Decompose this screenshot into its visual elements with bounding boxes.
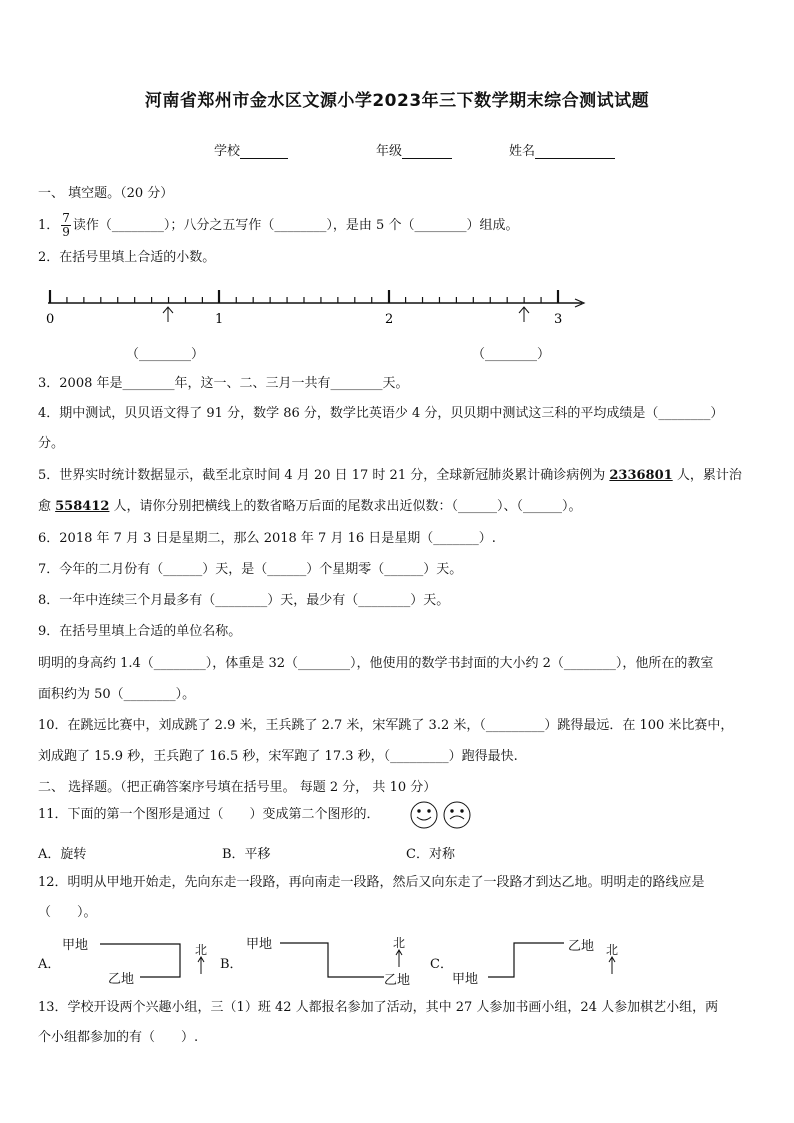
name-label: 姓名 (509, 144, 536, 159)
tick-label-2: 2 (385, 312, 394, 327)
route-b-start: 甲地 (246, 937, 273, 952)
north-arrow-c-icon (607, 956, 617, 976)
route-b-end: 乙地 (384, 973, 411, 988)
q12-option-a-label: A． (38, 957, 61, 972)
question-12-line-2: （ ）。 (38, 905, 97, 920)
north-label-b: 北 (393, 936, 406, 950)
route-a-path (100, 934, 180, 984)
tick-label-1: 1 (215, 312, 224, 327)
north-arrow-a-icon (196, 956, 206, 976)
number-line (0, 280, 794, 360)
route-a-end: 乙地 (108, 972, 135, 987)
north-label-c: 北 (606, 943, 619, 957)
case-count: 2336801 (609, 468, 673, 483)
question-10-line-1: 10．在跳远比赛中，刘成跳了 2.9 米，王兵跳了 2.7 米，宋军跳了 3.2 米，（_________）跳得最远．在 100 米比赛中， (38, 718, 734, 733)
school-blank (240, 144, 288, 159)
q12-option-c-label: C． (430, 957, 453, 972)
question-13-line-2: 个小组都参加的有（ ）. (38, 1030, 199, 1045)
question-5-line-1: 5．世界实时统计数据显示，截至北京时间 4 月 20 日 17 时 21 分，全球新冠肺炎累计确诊病例为 2336801 人，累计治 (38, 468, 742, 483)
page-title: 河南省郑州市金水区文源小学2023年三下数学期末综合测试试题 (144, 91, 650, 111)
name-blank (535, 144, 615, 159)
question-12-line-1: 12．明明从甲地开始走，先向东走一段路，再向南走一段路，然后又向东走了一段路才到达乙地。明明走的路线应是 (38, 875, 705, 890)
school-field (214, 140, 288, 159)
q11-option-a: A．旋转 (38, 847, 87, 862)
question-7: 7．今年的二月份有（______）天，是（______）个星期零（______）天。 (38, 562, 463, 577)
section-fill-blank: 一、 填空题。（20 分） (38, 186, 174, 201)
tick-label-3: 3 (554, 312, 563, 327)
grade-label: 年级 (376, 144, 403, 159)
numberline-blank-1: （________） (126, 347, 205, 362)
question-9-line-2: 面积约为 50（________）。 (38, 687, 196, 702)
tick-label-0: 0 (46, 312, 55, 327)
grade-field (376, 140, 452, 159)
route-c-end: 乙地 (568, 939, 595, 954)
fraction: $\frac{7}{9}$ (62, 211, 70, 239)
q12-option-b-label: B． (220, 957, 243, 972)
question-1: 1． $\frac{7}{9}$ 读作（________）；八分之五写作（________），是由 5 个（________）组成。 (38, 211, 519, 239)
question-4-line-2: 分。 (38, 436, 65, 451)
recovered-count: 558412 (55, 499, 110, 514)
route-c-start: 甲地 (452, 972, 479, 987)
section-choice: 二、 选择题。（把正确答案序号填在括号里。 每题 2 分， 共 10 分） (38, 780, 437, 795)
north-arrow-b-icon (394, 949, 404, 969)
question-9-line-1: 明明的身高约 1.4（________），体重是 32（________），他使用的数学书封面的大小约 2（________），他所在的教室 (38, 656, 714, 671)
north-label-a: 北 (195, 943, 208, 957)
name-field (509, 140, 615, 159)
question-2: 2．在括号里填上合适的小数。 (38, 250, 216, 265)
question-10-line-2: 刘成跑了 15.9 秒，王兵跑了 16.5 秒，宋军跑了 17.3 秒，（_________）跑得最快. (38, 749, 518, 764)
route-a-start: 甲地 (62, 938, 89, 953)
smiley-faces-figure (408, 800, 478, 830)
q11-option-c: C．对称 (406, 847, 455, 862)
school-label: 学校 (214, 144, 241, 159)
q11-option-b: B．平移 (222, 847, 271, 862)
grade-blank (402, 144, 452, 159)
question-5-line-2: 愈 558412 人，请你分别把横线上的数省略万后面的尾数求出近似数：（______）、（______）。 (38, 499, 582, 514)
question-9: 9．在括号里填上合适的单位名称。 (38, 624, 242, 639)
question-3: 3．2008 年是________年，这一、二、三月一共有________天。 (38, 376, 409, 391)
question-6: 6．2018 年 7 月 3 日是星期二，那么 2018 年 7 月 16 日是星期（_______）. (38, 531, 496, 546)
question-13-line-1: 13．学校开设两个兴趣小组，三（1）班 42 人都报名参加了活动，其中 27 人参加书画小组，24 人参加棋艺小组，两 (38, 1000, 719, 1015)
route-c-path (488, 934, 568, 984)
question-8: 8．一年中连续三个月最多有（________）天，最少有（________）天。 (38, 593, 450, 608)
numberline-blank-2: （________） (472, 347, 551, 362)
question-11: 11．下面的第一个图形是通过（ ）变成第二个图形的． (38, 807, 380, 822)
route-b-path (280, 934, 390, 984)
question-4-line-1: 4．期中测试，贝贝语文得了 91 分，数学 86 分，数学比英语少 4 分，贝贝期中测试这三科的平均成绩是（________） (38, 406, 724, 421)
